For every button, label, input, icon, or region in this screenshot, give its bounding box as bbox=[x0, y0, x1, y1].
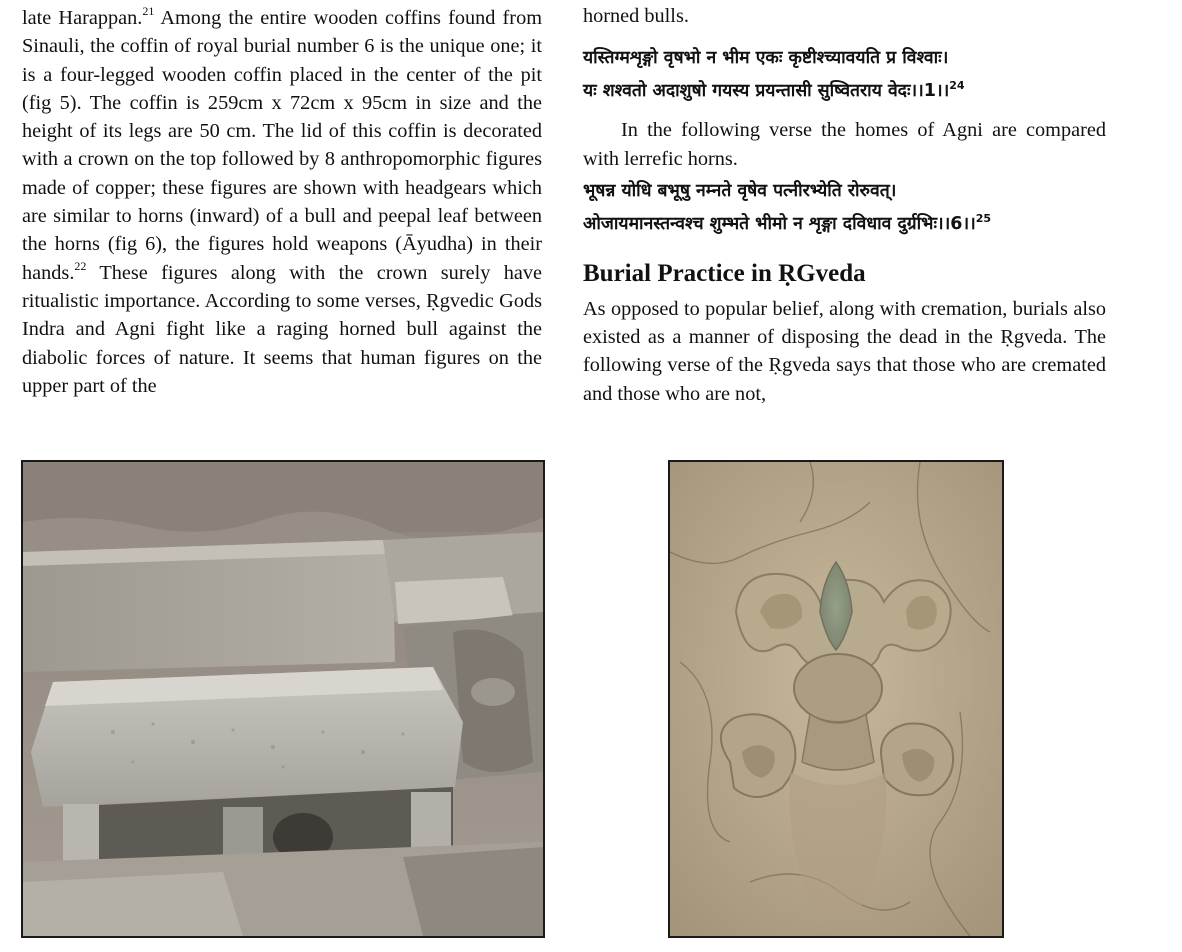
right-column bbox=[583, 0, 1106, 408]
verse-block-1 bbox=[583, 42, 1106, 108]
footnote-ref-24[interactable]: 24 bbox=[949, 79, 965, 93]
paragraph-text: late Harappan. bbox=[22, 7, 143, 29]
paragraph-text: Among the entire wooden coffins found from Sinauli, the coffin of royal burial number 6 is the unique one; it is a four-legged wooden coffin placed in the center of the pit (fig 5). The coffin is 259cm x 72cm x 95cm in size and the height of its legs are 50 cm. The lid of this coffin is decorated with a crown on the top followed by 8 anthropomorphic figures made of copper; these figures are shown with headgears which are similar to horns (inward) of a bull and peepal leaf between the horns (fig 6), the figures hold weapons (Āyudha) in their hands. bbox=[22, 7, 542, 284]
section-heading: Burial Practice in ṚGveda bbox=[583, 259, 866, 287]
body-paragraph-agni: In the following verse the homes of Agni are compared with lerrefic horns. bbox=[583, 119, 1106, 170]
verse-line bbox=[583, 75, 1106, 108]
excavated-coffin-photo bbox=[21, 460, 545, 938]
copper-anthropomorphic-figure-photo bbox=[668, 460, 1004, 938]
verse-text: ओजायमानस्तन्वश्च शुम्भते भीमो न शृङ्गा दविधाव दुर्ग्रभिः।।6।। bbox=[583, 213, 976, 234]
continuation-text: horned bulls. bbox=[583, 5, 689, 27]
copper-figure-drawing bbox=[670, 462, 1002, 936]
verse-line: भूषन्न योधि बभूषु नम्नते वृषेव पत्नीरभ्येति रोरुवत्। bbox=[583, 180, 897, 201]
coffin-photo-drawing bbox=[23, 462, 543, 936]
verse-text: यः शश्वतो अदाशुषो गयस्य प्रयन्तासी सुष्वितराय वेदः।।1।। bbox=[583, 81, 950, 102]
verse-line bbox=[583, 208, 1106, 241]
footnote-ref-21[interactable]: 21 bbox=[142, 4, 155, 19]
paragraph-text: These figures along with the crown surely have ritualistic importance. According to some verses, Ṛgvedic Gods Indra and Agni fight like a raging horned bull against the diabolic forces of nature. It seems that human figures on the upper part of the bbox=[22, 261, 542, 397]
body-paragraph-left bbox=[22, 4, 542, 400]
body-paragraph-burial: As opposed to popular belief, along with cremation, burials also existed as a manner of disposing the dead in the Ṛgveda. The following verse of the Ṛgveda says that those who are cremated and those who are not, bbox=[583, 297, 1106, 405]
footnote-ref-25[interactable]: 25 bbox=[975, 212, 992, 226]
left-column bbox=[22, 0, 542, 400]
verse-line: यस्तिग्मशृङ्गो वृषभो न भीम एकः कृष्टीश्च्यावयति प्र विश्वाः। bbox=[583, 48, 949, 69]
footnote-ref-22[interactable]: 22 bbox=[74, 258, 87, 273]
verse-block-2 bbox=[583, 175, 1106, 241]
